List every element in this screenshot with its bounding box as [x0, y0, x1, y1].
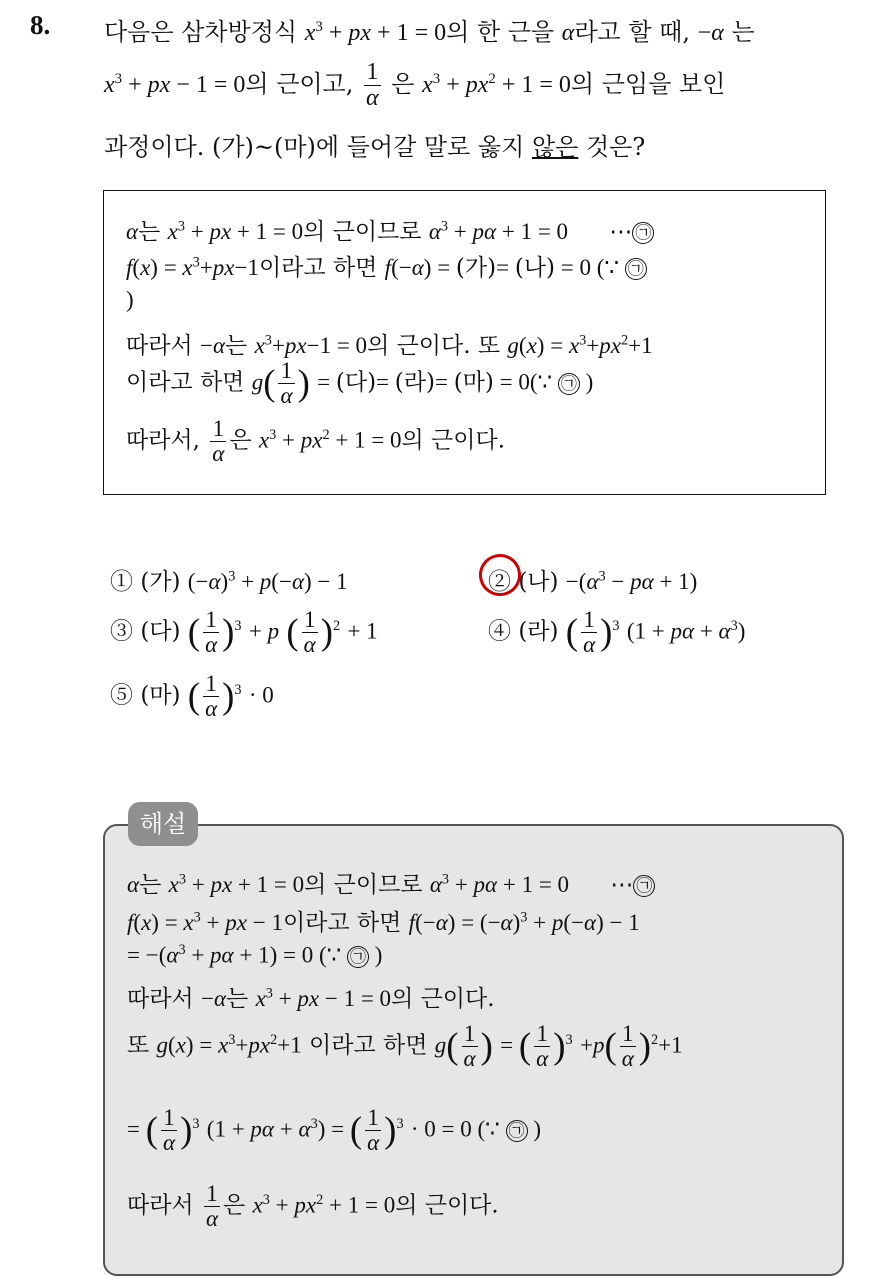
proof-line-2: $f(x) = x^3+px-1$이라고 하면 f(−α) = (가)= (나) = 0 (∵ ㉠	[126, 249, 647, 282]
solution-line-2: $f(x) = x^3$ + px − 1이라고 하면 $f(-\alpha) = (-\alpha)^3 + p(-\alpha) - 1$	[127, 909, 640, 936]
question-line-3: 과정이다. (가)~(마)에 들어갈 말로 옳지 않은 것은?	[104, 133, 646, 161]
choice-4[interactable]: ④ (라) ( $\frac{1}{\alpha}$ )$^3$ $(1 + p\alpha + \alpha^3)$	[488, 607, 746, 658]
question-line-2: $x^3$ + px − 1 = 0의 근이고, $\frac{1}{\alpha}$ 은 $x^3 + px^2 + 1 = 0$의 근임을 보인	[104, 59, 726, 112]
proof-line-3: 따라서 −α는 $x^3+px-1 = 0$의 근이다. 또 $g(x) = x^3+px^2+1$	[126, 332, 653, 359]
proof-line-4: 이라고 하면 g( $\frac{1}{\alpha}$ ) = (다)= (라)= (마) = 0(∵ ㉠ )	[126, 358, 594, 409]
solution-line-4: 따라서 −α는 $x^3$ + px − 1 = 0의 근이다.	[127, 985, 495, 1012]
solution-box	[103, 824, 844, 1276]
choice-3[interactable]: ③ (다) ( $\frac{1}{\alpha}$ )$^3$ + p ( $\frac{1}{\alpha}$ )$^2$ + 1	[110, 607, 378, 658]
solution-tag: 해설	[128, 802, 198, 846]
solution-line-5: 또 $g(x) = x^3+px^2+1$ 이라고 하면 g( $\frac{1}{\alpha}$ ) = ( $\frac{1}{\alpha}$ )$^3$ +p( $\frac{1}{\alpha}$ )$^2$+1	[127, 1021, 683, 1072]
solution-line-6: = ( $\frac{1}{\alpha}$ )$^3$ $(1 + p\alpha + \alpha^3)$ = ( $\frac{1}{\alpha}$ )$^3$ · 0 = 0 (∵ ㉠ )	[127, 1105, 541, 1156]
proof-box: α는 $x^3$ + px + 1 = 0의 근이므로 $\alpha^3 + p\alpha + 1 = 0$ ⋯ ㉠ $f(x) = x^3+px-1$이라고 하면 f(−α) = (가)= (나) = 0 (∵ ㉠ ) 따라서 −α는 $x^3+px-1 = 0$의 근이다. 또 $g(x) = x^3+px^2+1$ 이라고 하면 g( $\frac{1}{\alpha}$ ) = (다)= (라)= (마) = 0(∵ ㉠ ) 따라서, $\frac{1}{\alpha}$ 은 $x^3 + px^2 + 1 = 0$의 근이다.	[103, 190, 826, 495]
question-number: 8.	[30, 10, 51, 40]
proof-line-1: α는 $x^3$ + px + 1 = 0의 근이므로 $\alpha^3 + p\alpha + 1 = 0$ ⋯ ㉠	[126, 213, 654, 246]
question-line-1: 다음은 삼차방정식 $x^3$ + px + 1 = 0의 한 근을 α라고 할 때, −α 는	[104, 18, 755, 46]
mark-giyeok: ㉠	[632, 222, 654, 244]
choice-1[interactable]: ① (가) $(-\alpha)^3 + p(-\alpha) - 1$	[110, 568, 348, 595]
choice-2[interactable]: ② (나) $-(\alpha^3 - p\alpha + 1)$	[488, 568, 698, 595]
solution-line-1: α는 $x^3$ + px + 1 = 0의 근이므로 $\alpha^3 + p\alpha + 1 = 0$ ⋯ ㉠	[127, 866, 655, 899]
proof-line-5: 따라서, $\frac{1}{\alpha}$ 은 $x^3 + px^2 + 1 = 0$의 근이다.	[126, 416, 506, 467]
choice-5[interactable]: ⑤ (마) ( $\frac{1}{\alpha}$ )$^3$ · 0	[110, 671, 274, 722]
solution-line-3: = $-(\alpha^3 + p\alpha + 1) = 0$ (∵ ㉠ )	[127, 942, 383, 968]
solution-line-7: 따라서 $\frac{1}{\alpha}$ 은 $x^3 + px^2 + 1 = 0$의 근이다.	[127, 1181, 499, 1232]
